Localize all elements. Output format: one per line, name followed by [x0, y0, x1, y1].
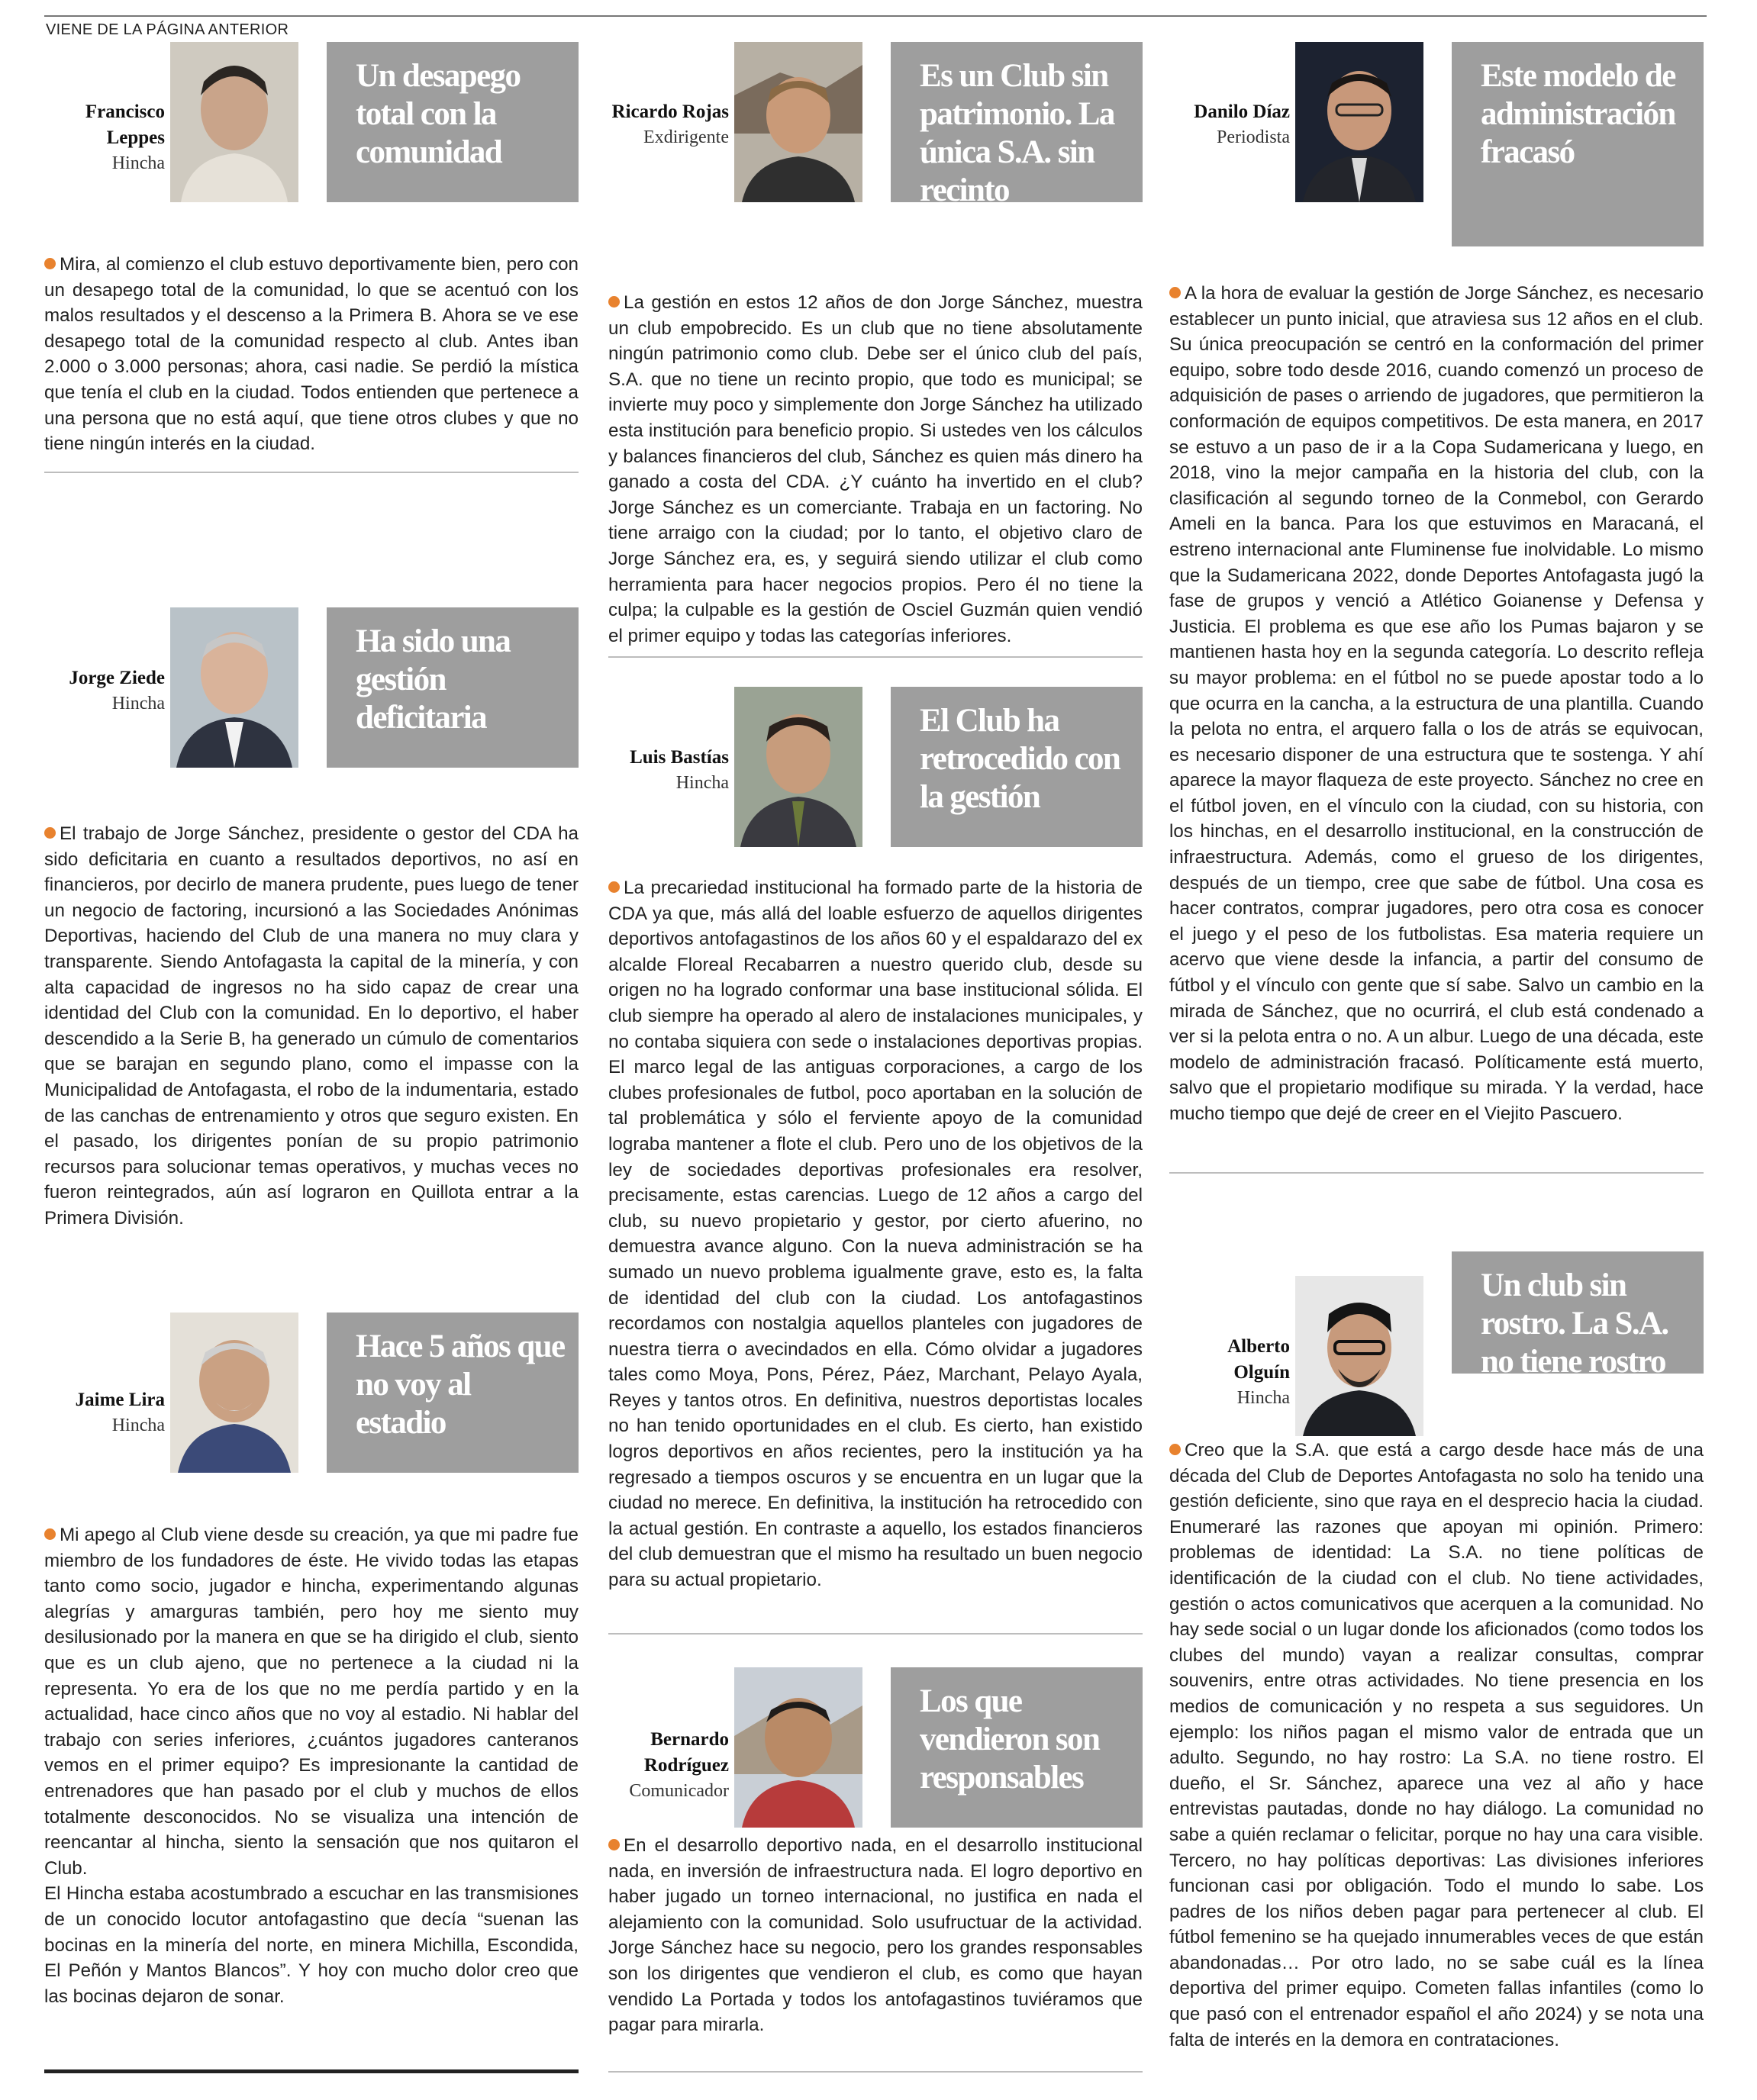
person-caption — [44, 1387, 165, 1438]
portrait-photo — [734, 42, 862, 202]
person-name: Ricardo Rojas — [611, 101, 729, 122]
headline: Un club sin rostro. La S.A. no tiene rostro — [1452, 1251, 1704, 1374]
paragraph: Mi apego al Club viene desde su creación, ya que mi padre fue miembro de los fundadores de éste. He vivido todas las etapas tanto como socio, jugador e hincha, experimentando algunas alegrías y amarguras también, pero hoy me siento muy desilusionado por la manera en que se ha dirigido el club, siento que es un club ajeno, que no pertenece a la ciudad ni la representa. Yo era de los que no me perdía partido y en la actualidad, hace cinco años que no voy al estadio. Ni hablar del trabajo con series inferiores, ¿cuántos jugadores canteranos vemos en el primer equipo? Es impresionante la cantidad de entrenadores que han pasado por el club y muchos de ellos totalmente desconocidos. No se visualiza una intención de reencantar al hincha, siento la sensación que nos quitaron el Club. — [44, 1525, 579, 1879]
kicker: VIENE DE LA PÁGINA ANTERIOR — [46, 21, 289, 38]
testimony-body — [44, 252, 579, 457]
portrait-photo — [170, 1312, 298, 1473]
portrait-photo — [734, 687, 862, 847]
separator-rule — [608, 1633, 1143, 1635]
person-role: Periodista — [1217, 127, 1290, 147]
testimony-body — [1169, 281, 1704, 1127]
testimony-rodriguez — [608, 1667, 1143, 2038]
bullet-dot — [1169, 287, 1181, 298]
paragraph: La precariedad institucional ha formado parte de la historia de CDA ya que, más allá del loable esfuerzo de aquellos dirigentes deportivos antofagastinos de los años 60 y el espaldarazo del ex alcalde Floreal Recabarren a nuestro querido club, desde su origen no ha logrado conformar una base institucional sólida. El club siempre ha operado al alero de instalaciones municipales, y no contaba siquiera con sede o instalaciones deportivas propias. El marco legal de las antiguas corporaciones, a cargo de los clubes profesionales de futbol, poco aportaban en la solución de tal problemática y sólo el ferviente apoyo de la comunidad lograba mantener a flote el club. Pero uno de los objetivos de la ley de sociedades deportivas profesionales era resolver, precisamente, estas carencias. Luego de 12 años a cargo del club, su nuevo propietario y gestor, por cierto afuerino, no demuestra avance alguno. Con la nueva administración se ha sumado un nuevo problema igualmente grave, esto es, la falta de identidad del club con la ciudad. Los antofagastinos recordamos con nostalgia aquellos planteles con jugadores de nuestra tierra o avecindados en ella. Cómo olvidar a jugadores tales como Moya, Pons, Pérez, Páez, Marchant, Pelayo Ayala, Reyes y tantos otros. En definitiva, nuestros deportistas locales no han tenido oportunidades en el club. Es cierto, han existido logros deportivos en años recientes, pero la institución ya ha regresado a tiempos oscuros y se encuentra en un lugar que la ciudad no merece. En definitiva, la institución ha retrocedido con la actual gestión. En contraste a aquello, los estados financieros del club demuestran que el mismo ha resultado un buen negocio para su actual propietario. — [608, 878, 1143, 1591]
portrait-photo — [734, 1667, 862, 1828]
testimony-leppes — [44, 42, 579, 457]
person-role: Comunicador — [629, 1781, 729, 1801]
paragraph: En el desarrollo deportivo nada, en el desarrollo institucional nada, en inversión de infraestructura nada. El logro deportivo en haber jugado un torneo internacional, no justifica en nada el alejamiento con la comunidad. Solo usufructuar de la actividad. Jorge Sánchez hace su negocio, pero los grandes responsables son los dirigentes que vendieron el club, es como que hayan vendido La Portada y todos los antofagastinos tuviéramos que pagar para mirarla. — [608, 1835, 1143, 2036]
separator-rule — [1169, 1172, 1704, 1174]
paragraph: La gestión en estos 12 años de don Jorge Sánchez, muestra un club empobrecido. Es un club que no tiene absolutamente ningún patrimonio como club. Debe ser el único club del país, S.A. que no tiene un recinto propio, que todo es municipal; se invierte muy poco y simplemente don Jorge Sánchez ha utilizado esta institución para beneficio propio. Si ustedes ven los cálculos y balances financieros del club, Sánchez es quien más dinero ha ganado a costa del CDA. ¿Y cuánto ha invertido en el club? Jorge Sánchez es un comerciante. Trabaja en un factoring. No tiene arraigo con la ciudad; por lo tanto, el objetivo claro de Jorge Sánchez era, es, y seguirá siendo utilizar el club como herramienta para hacer negocios propios. Pero él no tiene la culpa; la culpable es la gestión de Osciel Guzmán quien vendió el primer equipo y todas las categorías inferiores. — [608, 292, 1143, 646]
bullet-dot — [608, 296, 620, 308]
testimony-body — [608, 875, 1143, 1593]
person-name: Francisco Leppes — [85, 101, 165, 148]
person-name: Luis Bastías — [630, 747, 729, 768]
person-caption — [608, 1727, 729, 1803]
headline: Es un Club sin patrimonio. La única S.A. sin recinto — [891, 42, 1143, 202]
person-role: Exdirigente — [643, 127, 729, 147]
portrait-photo — [170, 42, 298, 202]
testimony-body — [44, 1522, 579, 2009]
portrait-photo — [170, 607, 298, 768]
paragraph: Creo que la S.A. que está a cargo desde hace más de una década del Club de Deportes Antofagasta no solo ha tenido una gestión deficiente, sino que raya en el desprecio hacia la ciudad. Enumeraré las razones que apoyan mi opinión. Primero: problemas de identidad: La S.A. no tiene políticas de identificación de la ciudad con el club. No tiene actividades, gestión o actos comunicativos que acerquen a la comunidad. No hay sede social o un lugar donde los aficionados (como todos los clubes del mundo) vayan a realizar consultas, comprar souvenirs, entre otras actividades. No tiene presencia en los medios de comunicación y no respeta a sus seguidores. Un ejemplo: los niños pagan el mismo valor de entrada que un adulto. Segundo, no hay rostro: La S.A. no tiene rostro. El dueño, el Sr. Sánchez, aparece una vez al año y hace entrevistas pautadas, donde no hay diálogo. La comunidad no sabe a quién reclamar o felicitar, porque no hay una cara visible. Tercero, no hay políticas deportivas: Las divisiones inferiores funcionan casi por obligación. Todo el mundo lo sabe. Los padres de los niños deben pagar para pertenecer al club. El fútbol femenino se ha quejado innumerables veces de que están abandonadas… Por otro lado, no se sabe cuál es la línea deportiva del primer equipo. Cometen fallas infantiles (como lo que pasó con el entrenador español el año 2024) y se nota una falta de interés en la demora en contrataciones. — [1169, 1440, 1704, 2050]
headline: Un desapego total con la comunidad — [327, 42, 579, 202]
headline: Hace 5 años que no voy al estadio — [327, 1312, 579, 1473]
bullet-dot — [44, 827, 56, 839]
separator-rule — [608, 656, 1143, 658]
person-role: Hincha — [111, 153, 165, 173]
testimony-body — [608, 290, 1143, 649]
bullet-dot — [44, 258, 56, 269]
testimony-ziede — [44, 607, 579, 1232]
person-role: Hincha — [111, 1416, 165, 1435]
person-role: Hincha — [111, 694, 165, 713]
portrait-photo — [1295, 1276, 1423, 1436]
paragraph: El trabajo de Jorge Sánchez, presidente o gestor del CDA ha sido deficitaria en cuanto a resultados deportivos, no así en financieros, por decirlo de manera prudente, pues luego de tener un negocio de factoring, incursionó a las Sociedades Anónimas Deportivas, haciendo del Club de una manera no muy clara y transparente. Siendo Antofagasta la capital de la minería, y con alta capacidad de ingresos no ha sido capaz de crear una identidad del Club con la comunidad. En lo deportivo, el haber descendido a la Serie B, ha generado un cúmulo de comentarios que se barajan en segundo plano, como el impasse con la Municipalidad de Antofagasta, el robo de la indumentaria, estado de las canchas de entrenamiento y otros que seguro existen. En el pasado, los dirigentes ponían de su propio patrimonio recursos para solucionar temas operativos, y muchas veces no fueron reintegrados, aún así lograron en Quillota entrar a la Primera División. — [44, 823, 579, 1229]
person-role: Hincha — [675, 773, 729, 793]
testimony-rojas — [608, 42, 1143, 649]
bullet-dot — [608, 881, 620, 893]
person-name: Jaime Lira — [75, 1390, 165, 1410]
separator-rule — [608, 2071, 1143, 2073]
paragraph: El Hincha estaba acostumbrado a escuchar en las transmisiones de un conocido locutor antofagastino que decía “suenan las bocinas en la minería del norte, en minera Michilla, Escondida, El Peñón y Mantos Blancos”. Y hoy con mucho dolor creo que las bocinas dejaron de sonar. — [44, 1883, 579, 2007]
bullet-dot — [608, 1839, 620, 1850]
testimony-diaz — [1169, 42, 1704, 1127]
person-name: Bernardo Rodríguez — [643, 1729, 729, 1776]
person-caption — [608, 745, 729, 795]
person-name: Danilo Díaz — [1194, 101, 1290, 122]
headline: Los que vendieron son responsables — [891, 1667, 1143, 1828]
headline: El Club ha retrocedido con la gestión — [891, 687, 1143, 847]
bullet-dot — [44, 1528, 56, 1540]
testimony-body — [608, 1833, 1143, 2038]
person-name: Alberto Olguín — [1227, 1336, 1290, 1383]
person-caption — [1169, 1334, 1290, 1410]
separator-rule — [44, 472, 579, 473]
testimony-body — [44, 821, 579, 1232]
testimony-bastias — [608, 687, 1143, 1593]
headline: Este modelo de administración fracasó — [1452, 42, 1704, 246]
testimony-body — [1169, 1438, 1704, 2053]
paragraph: A la hora de evaluar la gestión de Jorge Sánchez, es necesario establecer un punto inicial, que atraviesa sus 12 años en el club. Su única preocupación se centró en la conformación del primer equipo, sobre todo desde 2016, cuando comenzó un proceso de adquisición de pases o arriendo de jugadores, que permitieron la conformación de equipos competitivos. De esta manera, en 2017 se estuvo a un paso de ir a la Copa Sudamericana y luego, en 2018, vino la mejor campaña en la historia del club, con la clasificación al segundo torneo de la Conmebol, con Gerardo Ameli en la banca. Para los que estuvimos en Maracaná, el estreno internacional ante Fluminense fue inolvidable. Lo mismo que la Sudamericana 2022, donde Deportes Antofagasta jugó la fase de grupos y venció a Atlético Goianense y Defensa y Justicia. El problema es que ese año los Pumas bajaron y se mantienen hasta hoy en la segunda categoría. Lo descrito refleja su mayor problema: en el fútbol no se puede apostar todo a lo que ocurra en la cancha, a la estructura de una plantilla. Cuando la pelota no entra, el arquero falla o los de atrás se equivocan, es necesario disponer de una estructura que te sostenga. Y ahí aparece la mayor flaqueza de este proyecto. Sánchez no cree en el fútbol joven, en el vínculo con la ciudad, con su historia, con los hinchas, en el desarrollo institucional, en la construcción de infraestructura. Además, como el grueso de los dirigentes, después de un tiempo, cree que sabe de fútbol. Una cosa es hacer contratos, comprar jugadores, pero otra cosa es conocer el juego y el peso de los futbolistas. Esa materia requiere un acervo que viene desde la infancia, a partir del consumo de fútbol y el vínculo con gente que sí sabe. Salvo un cambio en la mirada de Sánchez, que no ocurrirá, el club está condenado a ver si la pelota entra o no. A un albur. Luego de una década, este modelo de administración fracasó. Políticamente está muerto, salvo que el propietario modifique su mirada. Y la verdad, hace mucho tiempo que dejé de creer en el Viejito Pascuero. — [1169, 283, 1704, 1124]
person-name: Jorge Ziede — [69, 668, 165, 688]
bullet-dot — [1169, 1444, 1181, 1455]
headline: Ha sido una gestión deficitaria — [327, 607, 579, 768]
person-caption — [44, 665, 165, 716]
top-rule — [44, 15, 1707, 17]
person-role: Hincha — [1236, 1388, 1290, 1408]
portrait-photo — [1295, 42, 1423, 202]
testimony-lira — [44, 1312, 579, 2009]
testimony-olguin — [1169, 1251, 1704, 2053]
bottom-rule — [44, 2069, 579, 2073]
paragraph: Mira, al comienzo el club estuvo deportivamente bien, pero con un desapego total de la comunidad, lo que se acentuó con los malos resultados y el descenso a la Primera B. Ahora se ve ese desapego total de la comunidad respecto al club. Antes iban 2.000 o 3.000 personas; ahora, casi nadie. Se perdió la mística que tenía el club en la ciudad. Todos entienden que pertenece a una persona que no está aquí, que tiene otros clubes y que no tiene ningún interés en la ciudad. — [44, 254, 579, 455]
person-caption — [44, 99, 165, 176]
person-caption — [1169, 99, 1290, 150]
person-caption — [608, 99, 729, 150]
